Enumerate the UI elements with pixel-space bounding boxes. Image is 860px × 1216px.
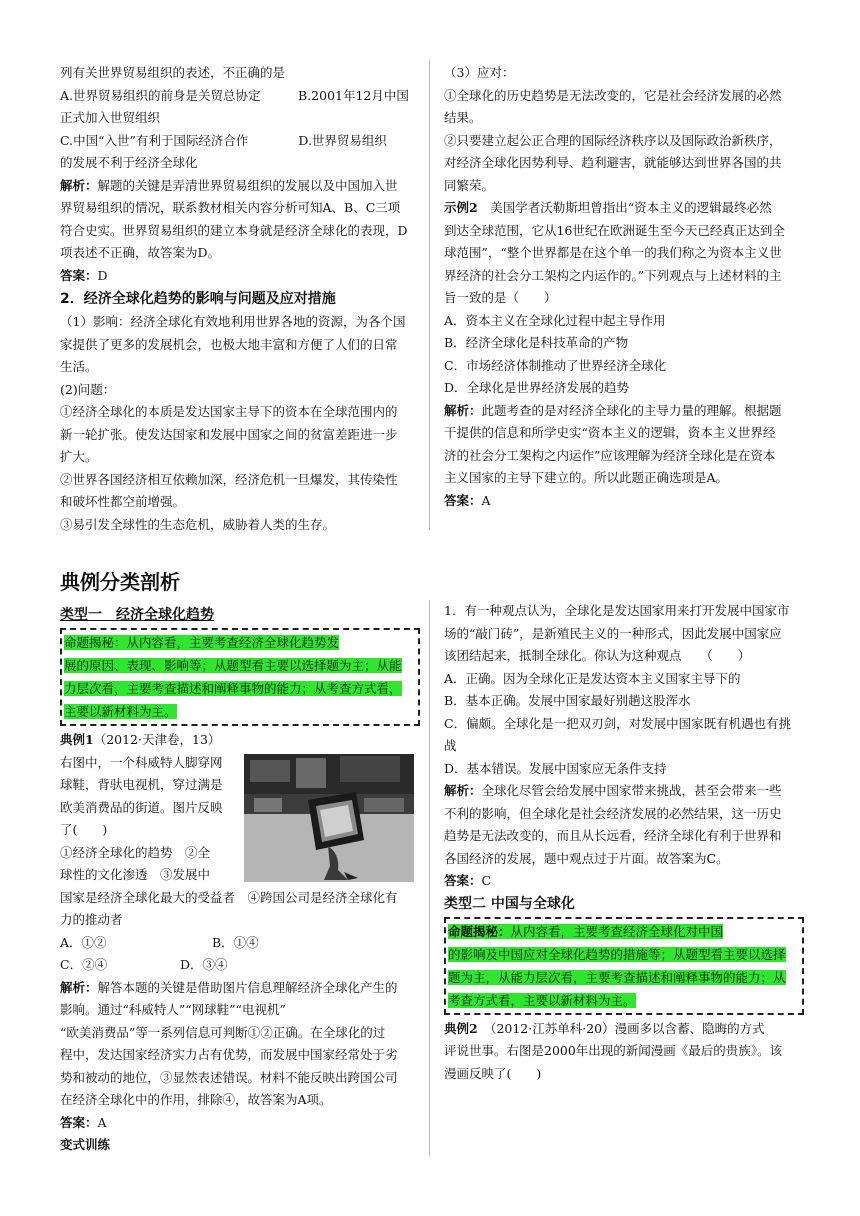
- analysis-paragraph: [444, 780, 804, 803]
- option-line: A.世界贸易组织的前身是关贸总协定 B.2001年12月中国: [60, 87, 409, 103]
- highlight-text: 考查方式看，主要以新材料为主。: [448, 992, 636, 1008]
- option-line: 正式加入世贸组织: [60, 110, 161, 125]
- highlight-box: [444, 917, 804, 1015]
- highlight-line: [448, 966, 800, 989]
- analysis-text: 全球化尽管会给发展中国家带来挑战，甚至会带来一些: [481, 783, 782, 798]
- options-row: [60, 954, 420, 977]
- highlight-line: [448, 943, 800, 966]
- example-label: 典例2: [444, 1020, 478, 1036]
- option-a: A．正确。因为全球化正是发达资本主义国家主导下的: [444, 670, 741, 686]
- example-text: 球鞋，背驮电视机，穿过满是: [60, 777, 223, 792]
- type-title: 类型二 中国与全球化: [444, 895, 575, 912]
- example-text: 球范围”，“整个世界都是在这个单一的我们称之为资本主义世: [444, 245, 782, 260]
- analysis-paragraph: [60, 175, 420, 198]
- example-text: 欧美消费品的街道。图片反映: [60, 799, 223, 815]
- question-stem: 场的“敲门砖”，是新殖民主义的一种形式，因此发展中国家应: [444, 625, 782, 641]
- top-left-column: [60, 62, 420, 536]
- body-text: 同繁荣。: [444, 177, 495, 193]
- answer-line: [60, 1112, 420, 1135]
- body-text: 结果。: [444, 110, 482, 125]
- body-text: （1）影响：经济全球化有效地利用世界各地的资源，为各个国: [60, 314, 406, 329]
- highlight-text: 的影响及中国应对全球化趋势的措施等；从题型看主要以选择: [448, 946, 786, 962]
- option-d: D．基本错误。发展中国家应无条件支持: [444, 760, 667, 776]
- body-text: 扩大。: [60, 449, 98, 464]
- analysis-text: 各国经济的发展，题中观点过于片面。故答案为C。: [444, 850, 729, 866]
- option-a: A．资本主义在全球化过程中起主导作用: [444, 312, 666, 328]
- answer-value: C: [481, 873, 492, 888]
- highlight-line: [64, 631, 416, 654]
- example-text: 右图中，一个科威特人脚穿网: [60, 754, 223, 770]
- highlight-line: [448, 989, 800, 1012]
- highlight-text-part: 从内容看，主要考查经济全球化对中国: [510, 923, 724, 939]
- example-label: 典例1: [60, 732, 94, 747]
- example-heading: [60, 729, 420, 752]
- body-text: 生活。: [60, 359, 98, 374]
- option-c: C．②④: [60, 957, 108, 972]
- analysis-text: 势和被动的地位，③显然表述错误。材料不能反映出跨国公司: [60, 1069, 398, 1085]
- body-text: 新一轮扩张。使发达国家和发展中国家之间的贫富差距进一步: [60, 426, 398, 442]
- analysis-text: 解题的关键是弄清世界贸易组织的发展以及中国加入世: [97, 177, 398, 193]
- answer-value: A: [97, 1114, 107, 1130]
- answer-line: [444, 870, 804, 893]
- question-stem: 1．有一种观点认为，全球化是发达国家用来打开发展中国家市: [444, 603, 790, 618]
- highlight-text: 力层次看，主要考查描述和阐释事物的能力；从考查方式看，: [64, 681, 402, 696]
- highlight-text: 命题揭秘：从内容看，主要考查经济全球化趋势发: [64, 635, 340, 650]
- option-a: A．①②: [60, 934, 107, 950]
- option-b: B．经济全球化是科技革命的产物: [444, 335, 629, 350]
- highlight-text: 展的原因、表现、影响等；从题型看主要以选择题为主；从能: [64, 658, 402, 673]
- analysis-text: 趋势是无法改变的，而且从长远看，经济全球化有利于世界和: [444, 828, 782, 843]
- example-text: （2012·江苏单科·20）漫画多以含蓄、隐晦的方式: [477, 1020, 765, 1036]
- answer-value: A: [481, 492, 491, 508]
- highlight-box: [60, 628, 420, 726]
- body-text: （3）应对：: [444, 65, 515, 80]
- question-stem: 列有关世界贸易组织的表述，不正确的是: [60, 65, 286, 80]
- kuwait-photo: [244, 754, 414, 882]
- section-heading: 2．经济全球化趋势的影响与问题及应对措施: [60, 291, 336, 307]
- answer-label: 答案：: [444, 873, 482, 888]
- top-right-column: [444, 62, 804, 512]
- highlight-line: [64, 677, 416, 700]
- answer-line: [444, 490, 804, 513]
- bottom-left-column: [60, 604, 420, 1157]
- option-c: C．偏颇。全球化是一把双刃剑，对发展中国家既有机遇也有挑: [444, 715, 792, 731]
- analysis-text: 界贸易组织的情况，联系教材相关内容分析可知A、B、C三项: [60, 200, 401, 215]
- analysis-text: 济的社会分工架构之内运作”应该理解为经济全球化是在资本: [444, 447, 776, 463]
- option-c-continued: 战: [444, 738, 457, 753]
- body-text: 和破坏性都空前增强。: [60, 494, 186, 509]
- analysis-text: 解答本题的关键是借助图片信息理解经济全球化产生的: [97, 979, 398, 995]
- example-text: 旨一致的是（ ）: [444, 290, 557, 305]
- bottom-right-column: [444, 600, 804, 1085]
- option-line: C.中国“入世”有利于国际经济合作 D.世界贸易组织: [60, 132, 387, 148]
- body-text: (2)问题：: [60, 381, 116, 397]
- option-d: D．③④: [180, 957, 228, 972]
- option-b: B．基本正确。发展中国家最好别趟这股浑水: [444, 693, 691, 708]
- option-c: C．市场经济体制推动了世界经济全球化: [444, 357, 667, 373]
- option-line: 的发展不利于经济全球化: [60, 155, 198, 170]
- answer-label: 答案：: [60, 1114, 98, 1130]
- body-text: 家提供了更多的发展机会，也极大地丰富和方便了人们的日常: [60, 336, 398, 352]
- question-stem: 该团结起来，抵制全球化。你认为这种观点 （ ）: [444, 648, 751, 663]
- highlight-line: [64, 700, 416, 723]
- analysis-text: 不利的影响，但全球化是社会经济发展的必然结果，这一历史: [444, 805, 782, 821]
- example-text: 了( ): [60, 822, 108, 837]
- highlight-line: [64, 654, 416, 677]
- example-text: 界经济的社会分工架构之内运作的。”下列观点与上述材料的主: [444, 267, 782, 283]
- analysis-text: 程中，发达国家经济实力占有优势，而发展中国家经常处于劣: [60, 1047, 398, 1062]
- analysis-paragraph: [60, 977, 420, 1000]
- body-text: ②只要建立起公正合理的国际经济秩序以及国际政治新秩序，: [444, 132, 782, 148]
- analysis-text: 在经济全球化中的作用，排除④，故答案为A项。: [60, 1092, 332, 1107]
- example-text: ①经济全球化的趋势 ②全: [60, 844, 211, 860]
- section-title: 典例分类剖析: [60, 570, 180, 594]
- highlight-line: [448, 920, 800, 943]
- highlight-text: [448, 924, 723, 939]
- highlight-text: 题为主，从能力层次看，主要考查描述和阐释事物的能力；从: [448, 969, 786, 985]
- analysis-label: 解析：: [60, 979, 98, 995]
- body-text: ①全球化的历史趋势是无法改变的，它是社会经济发展的必然: [444, 87, 782, 103]
- analysis-text: “欧美消费品”等一系列信息可判断①②正确。在全球化的过: [60, 1024, 386, 1040]
- column-divider-bottom: [429, 600, 430, 1156]
- analysis-label: 解析：: [444, 402, 482, 418]
- answer-label: 答案：: [444, 492, 482, 508]
- variant-training-label: 变式训练: [60, 1137, 111, 1152]
- column-divider-top: [429, 60, 430, 530]
- option-b: B．①④: [212, 934, 259, 950]
- example-stem: [444, 197, 804, 220]
- example-text: 漫画反映了( ): [444, 1065, 542, 1081]
- body-text: ②世界各国经济相互依赖加深，经济危机一旦爆发，其传染性: [60, 471, 398, 487]
- analysis-text: 符合史实。世界贸易组织的建立本身就是经济全球化的表现，D: [60, 222, 408, 238]
- body-text: ①经济全球化的本质是发达国家主导下的资本在全球范围内的: [60, 404, 398, 419]
- analysis-text: 主义国家的主导下建立的。所以此题正确选项是A。: [444, 470, 729, 485]
- analysis-text: 干提供的信息和所学史实“资本主义的逻辑，资本主义世界经: [444, 425, 776, 440]
- option-d: D．全球化是世界经济发展的趋势: [444, 380, 630, 395]
- analysis-text: 此题考查的是对经济全球化的主导力量的理解。根据题: [481, 402, 782, 418]
- example-text: 球性的文化渗透 ③发展中: [60, 867, 211, 882]
- example-text: 国家是经济全球化最大的受益者 ④跨国公司是经济全球化有: [60, 889, 398, 905]
- analysis-label: 解析：: [60, 177, 98, 193]
- body-text: 对经济全球化因势利导、趋利避害，就能够达到世界各国的共: [444, 155, 782, 170]
- answer-value: D: [97, 267, 108, 283]
- example-label: 示例2: [444, 200, 478, 215]
- highlight-text: 主要以新材料为主。: [64, 704, 177, 719]
- analysis-text: 项表述不正确，故答案为D。: [60, 245, 221, 260]
- answer-line: [60, 265, 420, 288]
- analysis-label: 解析：: [444, 783, 482, 798]
- type-title: 类型一 经济全球化趋势: [60, 607, 214, 623]
- example-text: 美国学者沃勒斯坦曾指出“资本主义的逻辑最终必然: [477, 200, 772, 215]
- highlight-label: 命题揭秘：: [448, 923, 511, 939]
- example-text: 力的推动者: [60, 912, 123, 927]
- example-heading: [444, 1018, 804, 1041]
- answer-label: 答案：: [60, 267, 98, 283]
- example-text: 到达全球范围，它从16世纪在欧洲诞生至今天已经真正达到全: [444, 222, 785, 238]
- options-row: [60, 932, 420, 955]
- example-source: （2012·天津卷，13）: [93, 732, 221, 747]
- example-text: 评说世事。右图是2000年出现的新闻漫画《最后的贵族》。该: [444, 1043, 783, 1058]
- analysis-text: 影响。通过“科威特人”“网球鞋”“电视机”: [60, 1002, 286, 1017]
- body-text: ③易引发全球性的生态危机，威胁着人类的生存。: [60, 516, 336, 532]
- analysis-paragraph: [444, 400, 804, 423]
- photo-image: [244, 754, 414, 882]
